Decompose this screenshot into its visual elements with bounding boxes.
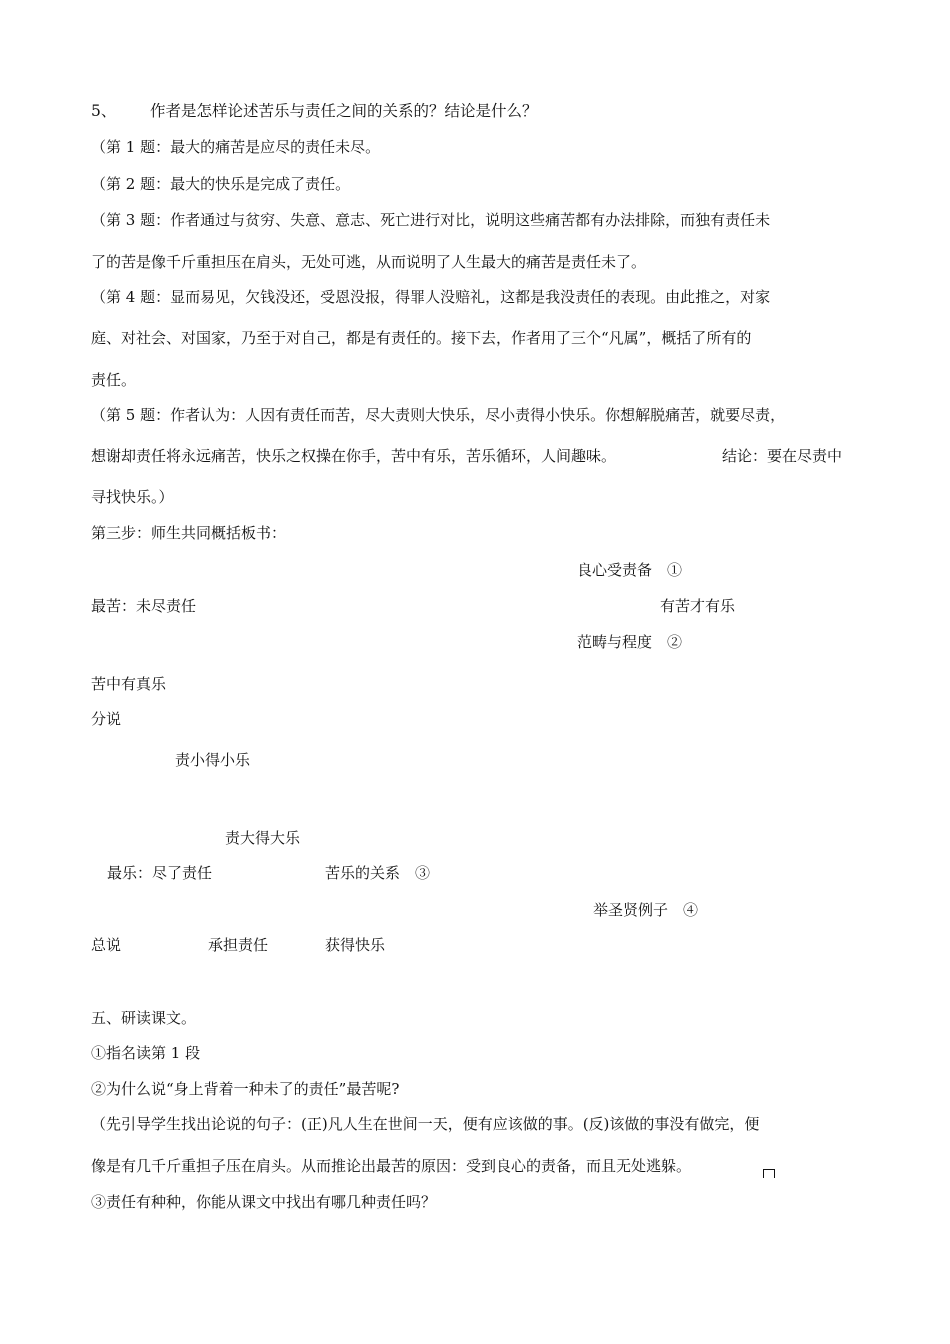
section-5-item-2: ②为什么说“身上背着一种未了的责任”最苦呢?	[91, 1080, 400, 1098]
section-5-item-3: ③责任有种种，你能从课文中找出有哪几种责任吗？	[91, 1193, 437, 1211]
step-3-heading: 第三步：师生共同概括板书：	[91, 524, 287, 542]
board-fenshuo: 分说	[91, 710, 122, 728]
board-bear-duty: 承担责任	[208, 936, 269, 954]
section-5-item-1: ①指名读第 1 段	[91, 1044, 201, 1062]
answer-3-line-2: 了的苦是像千斤重担压在肩头，无处可逃，从而说明了人生最大的痛苦是责任未了。	[91, 253, 647, 271]
section-5-item-2-guide-line-2: 像是有几千斤重担子压在肩头。从而推论出最苦的原因：受到良心的责备，而且无处逃躲。	[91, 1157, 692, 1175]
board-bitter-then-joy: 有苦才有乐	[660, 597, 736, 615]
section-5-title: 五、研读课文。	[91, 1009, 197, 1027]
board-conscience: 良心受责备 ①	[577, 561, 683, 579]
board-relation: 苦乐的关系 ③	[325, 864, 431, 882]
board-small-duty: 责小得小乐	[175, 751, 251, 769]
answer-5-line-2: 想谢却责任将永远痛苦，快乐之权操在你手，苦中有乐，苦乐循环，人间趣味。	[91, 447, 617, 465]
board-most-bitter: 最苦：未尽责任	[91, 597, 197, 615]
answer-5-line-1: （第 5 题：作者认为：人因有责任而苦，尽大责则大快乐，尽小责得小快乐。你想解脱痛苦，就要尽责，	[91, 406, 786, 424]
answer-5-conclusion: 结论：要在尽责中	[722, 447, 843, 465]
answer-4-line-2: 庭、对社会、对国家，乃至于对自己，都是有责任的。接下去，作者用了三个“凡属”，概括了所有的	[91, 329, 752, 347]
question-5-number: 5、	[91, 102, 117, 120]
answer-3-line-1: （第 3 题：作者通过与贫穷、失意、意志、死亡进行对比，说明这些痛苦都有办法排除，而独有责任未	[91, 211, 771, 229]
board-sages: 举圣贤例子 ④	[593, 901, 699, 919]
answer-1: （第 1 题：最大的痛苦是应尽的责任未尽。	[91, 138, 381, 156]
answer-2: （第 2 题：最大的快乐是完成了责任。	[91, 175, 351, 193]
answer-4-line-1: （第 4 题：显而易见，欠钱没还，受恩没报，得罪人没赔礼，这都是我没责任的表现。由此推之，对家	[91, 288, 771, 306]
board-scope: 范畴与程度 ②	[577, 633, 683, 651]
board-big-duty: 责大得大乐	[225, 829, 301, 847]
board-zongshuo: 总说	[91, 936, 122, 954]
board-joy-in-bitter: 苦中有真乐	[91, 675, 167, 693]
board-gain-joy: 获得快乐	[325, 936, 386, 954]
answer-4-line-3: 责任。	[91, 371, 137, 389]
section-5-item-2-guide-line-1: （先引导学生找出论说的句子：(正)凡人生在世间一天，便有应该做的事。(反)该做的事没有做完，便	[91, 1115, 760, 1133]
answer-5-line-3: 寻找快乐。）	[91, 488, 174, 506]
bracket-mark	[763, 1169, 775, 1178]
question-5-text: 作者是怎样论述苦乐与责任之间的关系的？结论是什么？	[150, 102, 538, 120]
board-most-joy: 最乐：尽了责任	[107, 864, 213, 882]
